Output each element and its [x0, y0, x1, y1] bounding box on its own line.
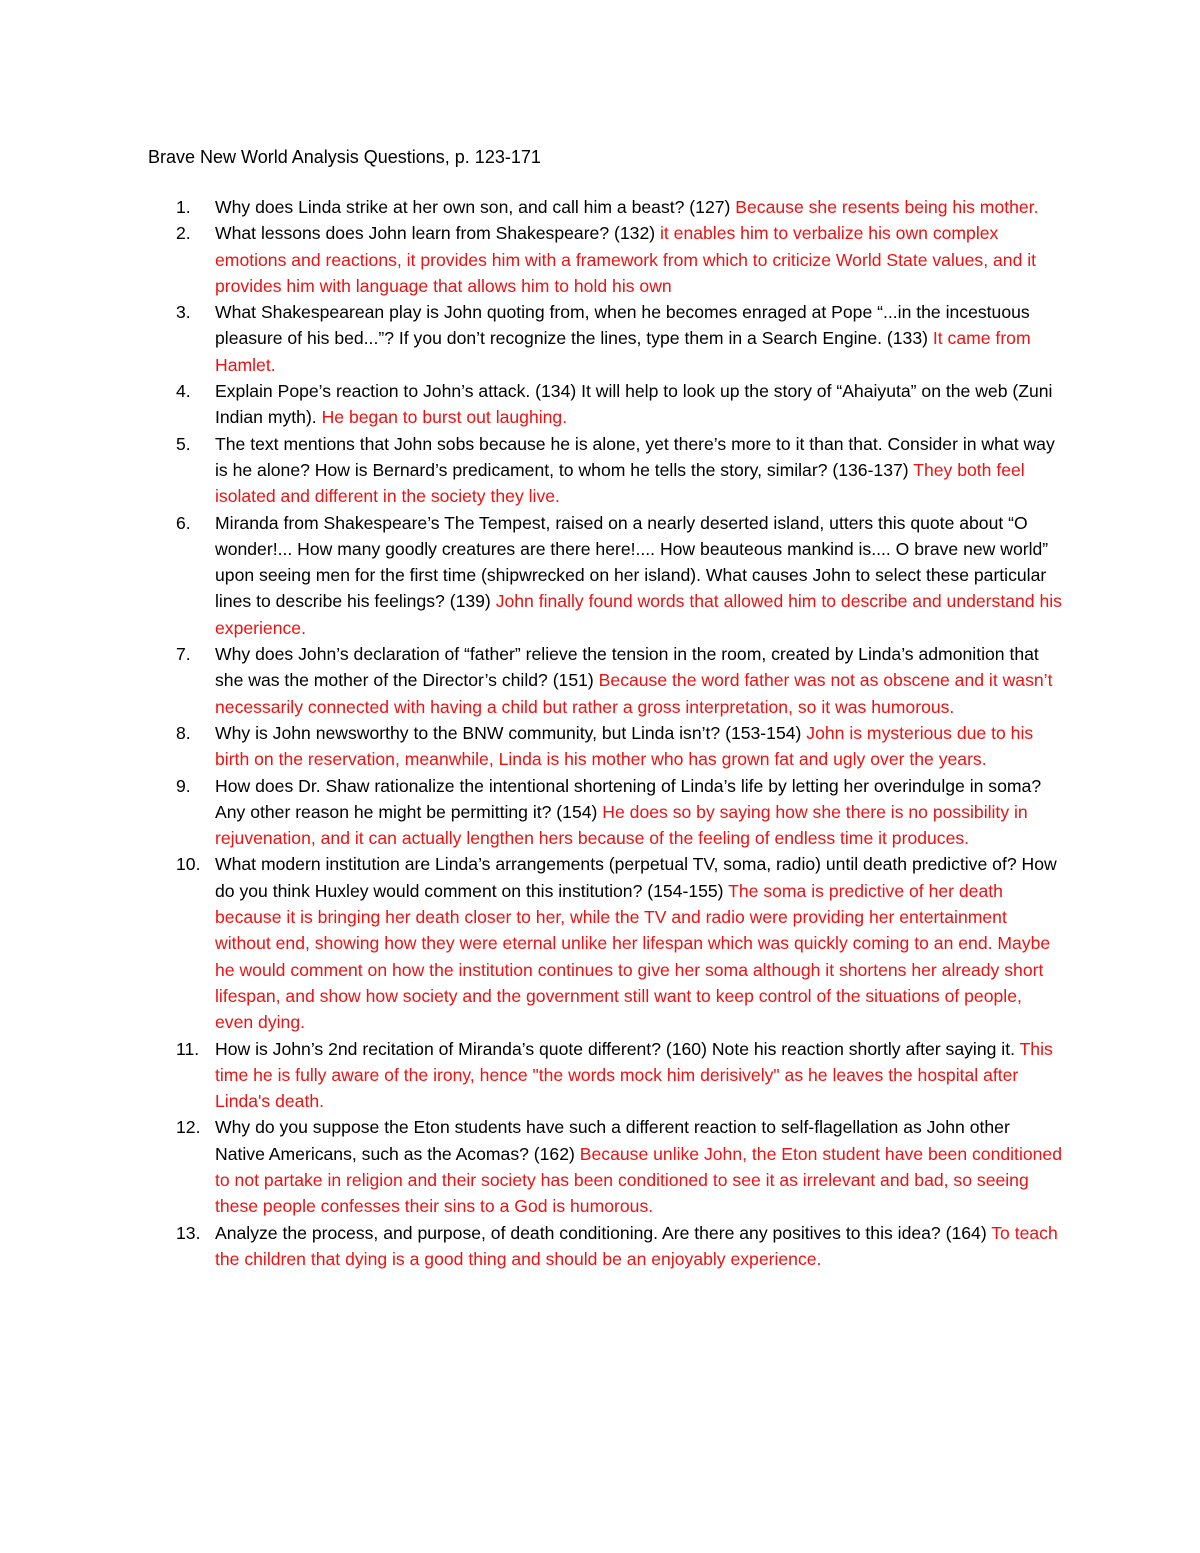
answer-text: John is mysterious due to his birth on the reservation, meanwhile, Linda is his mother who has grown fat and ugly over the years.: [215, 722, 1034, 770]
question-number: 5.: [176, 433, 191, 454]
question-item-10: [148, 851, 1063, 1035]
answer-text: He began to burst out laughing.: [321, 407, 568, 428]
answer-text: It came from Hamlet.: [215, 328, 1031, 375]
answer-text: They both feel isolated and different in the society they live.: [215, 459, 1025, 507]
question-item-13: [148, 1220, 1063, 1273]
question-item-3: [148, 299, 1063, 378]
question-number: 11.: [176, 1038, 200, 1059]
question-text: Why do you suppose the Eton students have such a different reaction to self-flagellation as John other Native Americans, such as the Acomas? (162): [215, 1117, 1010, 1164]
answer-text: John finally found words that allowed him to describe and understand his experience.: [215, 591, 1062, 638]
answer-text: Because she resents being his mother.: [735, 197, 1039, 217]
question-text: Why does Linda strike at her own son, and call him a beast? (127): [215, 197, 736, 217]
question-item-12: [148, 1114, 1063, 1219]
question-text: How is John’s 2nd recitation of Miranda’s quote different? (160) Note his reaction shortly after saying it.: [215, 1038, 1020, 1059]
question-number: 10.: [176, 854, 201, 875]
question-number: 9.: [176, 775, 191, 796]
question-text: What lessons does John learn from Shakespeare? (132): [215, 223, 660, 244]
question-item-9: [148, 773, 1063, 852]
question-item-4: [148, 378, 1063, 431]
document-title: Brave New World Analysis Questions, p. 123-171: [148, 147, 541, 167]
question-number: 13.: [176, 1222, 201, 1243]
answer-text: This time he is fully aware of the irony, hence "the words mock him derisively" as he leaves the hospital after Linda's death.: [215, 1038, 1053, 1112]
answer-text: The soma is predictive of her death because it is bringing her death closer to her, while the TV and radio were providing her entertainment without end, showing how they were eternal unlike her lifespan which was quickly coming to an end. Maybe he would comment on how the institution continues to give her soma although it shortens her already short lifespan, and show how society and the government still want to keep control of the situations of people, even dying.: [215, 880, 1051, 1033]
question-number: 3.: [176, 302, 191, 323]
question-number: 7.: [176, 644, 191, 665]
question-item-11: [148, 1036, 1063, 1115]
question-item-2: [148, 220, 1063, 299]
question-text: What Shakespearean play is John quoting from, when he becomes enraged at Pope “...in the incestuous pleasure of his bed...”? If you don’t recognize the lines, type them in a Search Engine. (133): [215, 302, 1030, 349]
question-text: Why does John’s declaration of “father” relieve the tension in the room, created by Linda’s admonition that she was the mother of the Director’s child? (151): [215, 644, 1039, 691]
question-number: 4.: [176, 381, 191, 402]
answer-text: Because the word father was not as obscene and it wasn’t necessarily connected with having a child but rather a gross interpretation, so it was humorous.: [215, 670, 1053, 717]
question-number: 6.: [176, 512, 191, 533]
question-item-6: [148, 510, 1063, 641]
question-item-8: [148, 720, 1063, 773]
question-item-7: [148, 641, 1063, 720]
answer-text: it enables him to verbalize his own complex emotions and reactions, it provides him with a framework from which to criticize World State values, and it provides him with language that allows him to hold his own: [215, 223, 1037, 296]
question-number: 8.: [176, 722, 191, 743]
question-text: How does Dr. Shaw rationalize the intentional shortening of Linda’s life by letting her overindulge in soma? Any other reason he might be permitting it? (154): [215, 775, 1042, 822]
answer-text: He does so by saying how she there is no possibility in rejuvenation, and it can actually lengthen hers because of the feeling of endless time it produces.: [215, 801, 1028, 849]
question-number: 1.: [176, 197, 191, 217]
question-text: Analyze the process, and purpose, of death conditioning. Are there any positives to this idea? (164): [215, 1222, 992, 1243]
question-text: Why is John newsworthy to the BNW community, but Linda isn’t? (153-154): [215, 722, 807, 743]
question-text: Explain Pope’s reaction to John’s attack. (134) It will help to look up the story of “Ahaiyuta” on the web (Zuni Indian myth).: [215, 381, 1053, 428]
question-number: 12.: [176, 1117, 201, 1138]
question-number: 2.: [176, 223, 191, 244]
question-text: What modern institution are Linda’s arrangements (perpetual TV, soma, radio) until death predictive of? How do you think Huxley would comment on this institution? (154-155): [215, 854, 1057, 901]
question-list: [148, 194, 1063, 1272]
answer-text: Because unlike John, the Eton student have been conditioned to not partake in religion and their society has been conditioned to see it as irrelevant and bad, so seeing these people confesses their sins to a God is humorous.: [215, 1143, 1062, 1217]
question-text: The text mentions that John sobs because he is alone, yet there’s more to it than that. Consider in what way is he alone? How is Bernard’s predicament, to whom he tells the story, similar? (136-137): [215, 433, 1055, 480]
question-item-5: [148, 431, 1063, 510]
answer-text: To teach the children that dying is a good thing and should be an enjoyably experience.: [215, 1222, 1058, 1269]
question-text: Miranda from Shakespeare’s The Tempest, raised on a nearly deserted island, utters this quote about “O wonder!... How many goodly creatures are there here!.... How beauteous mankind is.... O brave new world” upon seeing men for the first time (shipwrecked on her island). What causes John to select these particular lines to describe his feelings? (139): [215, 512, 1049, 612]
question-item-1: [148, 194, 1063, 220]
